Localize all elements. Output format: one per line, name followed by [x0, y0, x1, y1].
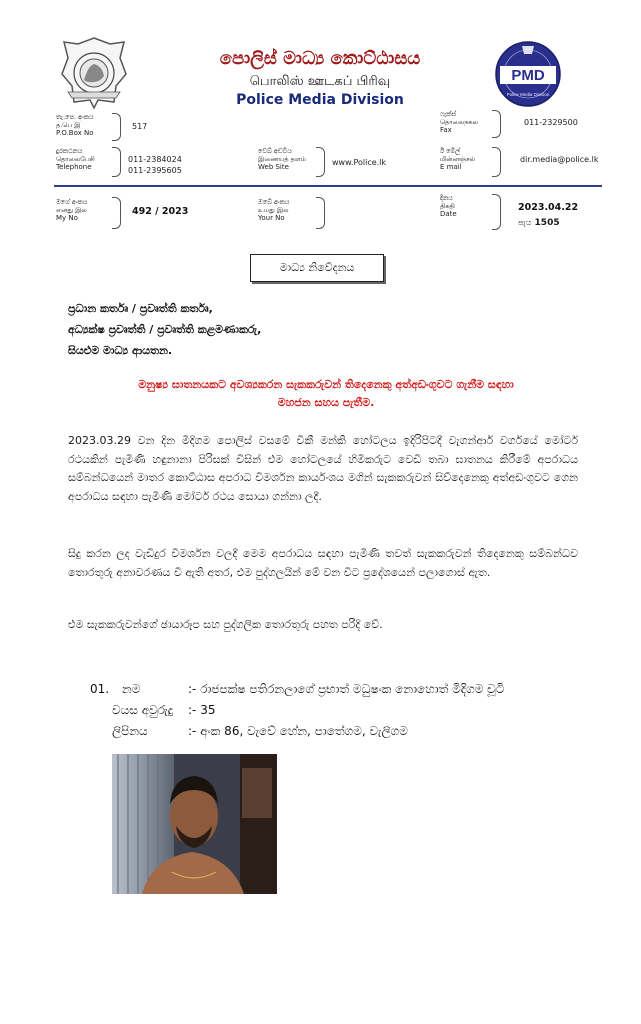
my-no-label: මගේ අංකය எனது இல My No — [56, 198, 88, 222]
suspect-number: 01. — [90, 682, 110, 696]
website-brace — [316, 147, 325, 177]
pmd-logo-text: PMD — [511, 67, 545, 84]
pobox-value: 517 — [132, 122, 148, 131]
recipient-line-1: ප්‍රධාන කර්තෘ / ප්‍රවෘත්ති කර්තෘ, — [68, 302, 213, 315]
paragraph-2: සිදු කරන ලද වැඩිදුර විමර්ශන වලදී මෙම අපරාධය සඳහා පැමිණි තවත් සැකකරුවන් තිදෙනෙකු සම්බන්ධව තොරතුරු අනාවරණය වී ඇති අතර, එම පුද්ගලයින් මේ වන විට ප්‍රදේශයෙන් පලාගොස් ඇත. — [68, 547, 578, 579]
fax-value: 011-2329500 — [524, 118, 578, 127]
pmd-logo-ring-text: Police Media Division — [506, 92, 550, 97]
time-label: පැය — [518, 218, 532, 227]
media-notice-label: මාධ්‍ය නිවේදනය — [250, 254, 384, 282]
pobox-label: තැ.පෙ. අංකය த.பெ இ P.O.Box No — [56, 113, 94, 137]
pobox-brace — [112, 113, 121, 141]
suspect-age-label: වයස අවුරුදු — [112, 703, 174, 717]
website-value[interactable]: www.Police.lk — [332, 158, 387, 167]
telephone-value-2: 011-2395605 — [128, 166, 182, 175]
telephone-brace — [112, 147, 121, 177]
date-brace — [492, 194, 501, 230]
email-label: ඊ මේල් மின்னஞ்சல் E mail — [440, 147, 475, 171]
email-value[interactable]: dir.media@police.lk — [520, 155, 599, 164]
telephone-value-1: 011-2384024 — [128, 155, 182, 164]
pmd-logo — [492, 40, 564, 108]
header-title-english: Police Media Division — [236, 92, 404, 108]
suspect-age-value: :- 35 — [188, 703, 216, 717]
time-value: 1505 — [534, 218, 560, 228]
header-divider — [54, 185, 602, 187]
website-label: වෙබ් අඩවිය இணையத் தளம் Web Site — [258, 147, 306, 171]
subject-line-2: මහජන සහය පැතීම. — [277, 396, 375, 409]
header-title-sinhala: පොලිස් මාධ්‍ය කොට්ඨාසය — [219, 48, 421, 69]
header-title-tamil: பொலிஸ் ஊடகப் பிரிவு — [249, 74, 391, 89]
suspect-photo — [112, 754, 277, 894]
your-no-label: ඔබේ අංකය உமது இல Your No — [258, 198, 290, 222]
subject-line-1: මනුෂ්‍ය ඝාතනයකට අවශ්‍යකරන සැකකරුවන් තිදෙනෙකු අත්අඩංගුවට ගැනීම සඳහා — [138, 378, 514, 391]
telephone-values — [128, 154, 182, 176]
recipient-line-2: අධ්‍යක්ෂ ප්‍රවෘත්ති / ප්‍රවෘත්ති කළමණාකරු, — [68, 323, 262, 336]
suspect-name-value: :- රාජපක්ෂ පතිරනලාගේ ප්‍රභාත් මධුෂංක නොහොත් මිදිගම චූටි — [188, 682, 505, 696]
suspect-name-label: නම — [122, 682, 141, 696]
suspect-address-label: ලිපිනය — [112, 724, 148, 738]
telephone-label: දුරකථනය தொலைபேசி Telephone — [56, 147, 95, 171]
paragraph-3: එම සැකකරුවන්ගේ ඡායාරූප සහ පුද්ගලික තොරතුරු පහත පරිදි වේ. — [68, 618, 383, 631]
fax-brace — [492, 110, 501, 138]
suspect-address-value: :- අංක 86, වැවේ හේන, පාතේගම, වැලිගම — [188, 724, 408, 738]
email-brace — [492, 147, 501, 177]
my-no-value: 492 / 2023 — [132, 206, 189, 217]
your-no-brace — [316, 197, 325, 229]
date-label: දිනය திகதி Date — [440, 194, 457, 218]
date-value: 2023.04.22 — [518, 202, 579, 213]
recipient-line-3: සියළුම මාධ්‍ය ආයතන. — [68, 344, 173, 357]
police-seal-logo — [58, 36, 130, 110]
time-row — [518, 218, 560, 228]
fax-label: ෆැක්ස් தொலைநகல Fax — [440, 110, 478, 134]
paragraph-1: 2023.03.29 වන දින මිදිගම පොලිස් වසමේ වීකී මන්කි හෝටලය ඉදිරිපිටදී වැගන්ආර් වර්ගයේ මෝටර් රථයකින් පැමිණි හඳුනානා පිරිසක් විසින් එම හෝටලයේ හිමිකරුට වෙඩි තබා ඝාතනය කිරීමේ අපරාධය සම්බන්ධයෙන් මාතර කොට්ඨාස අපරාධ විමර්ශන කාර්යංශය මගින් සැකකරුවන් සිව්දෙනෙකු අත්අඩංගුවට ගෙන අපරාධය සඳහා පැමිණි මෝටර් රථය සොයා ගන්නා ලදී. — [68, 434, 578, 503]
my-no-brace — [112, 197, 121, 229]
